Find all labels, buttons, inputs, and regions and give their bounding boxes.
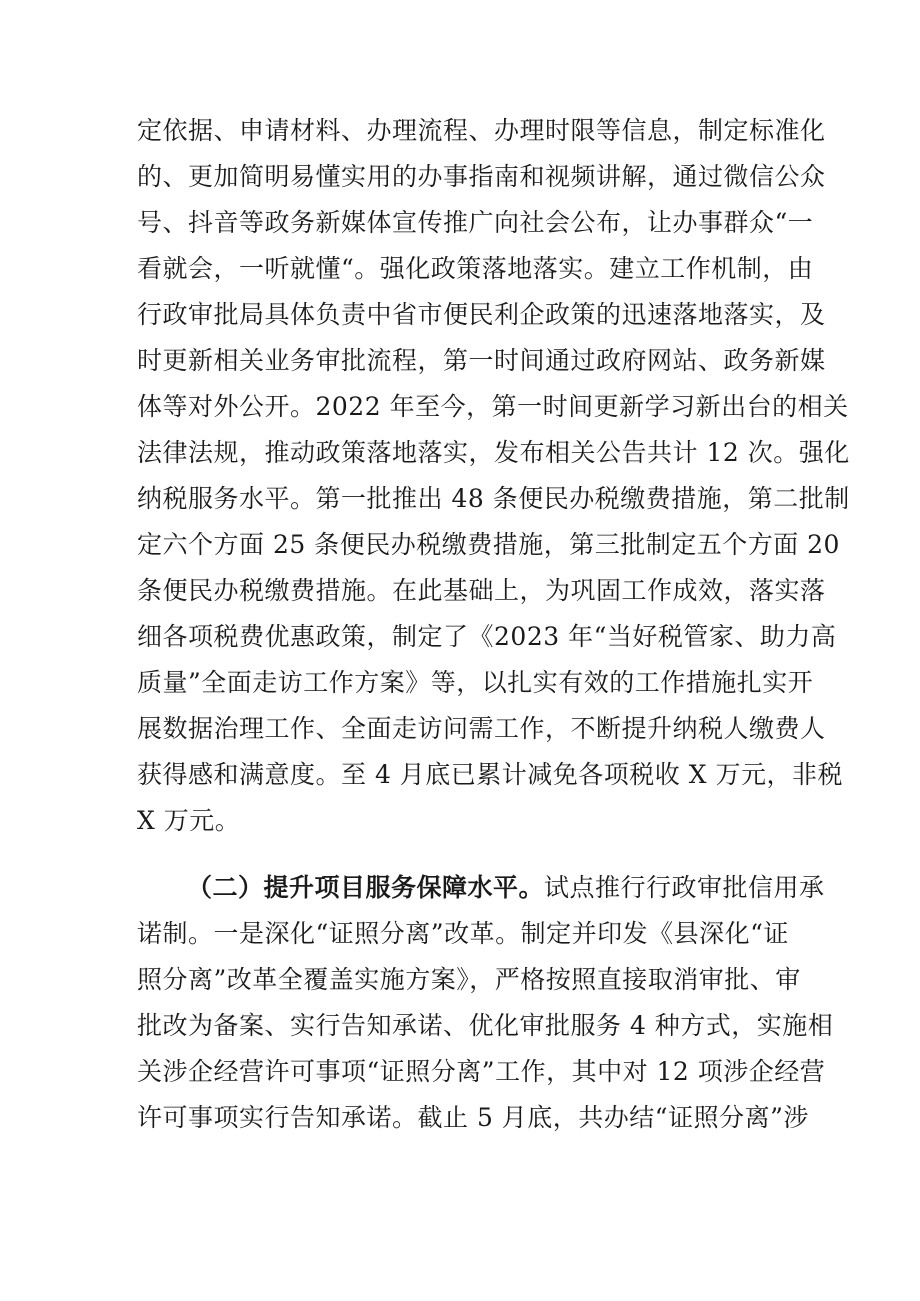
text-line: 许可事项实行告知承诺。截止 5 月底，共办结“证照分离”涉: [137, 1103, 809, 1132]
text-line: 质量”全面走访工作方案》等，以扎实有效的工作措施扎实开: [137, 668, 814, 697]
text-line: X 万元。: [137, 806, 241, 835]
text-line: 定六个方面 25 条便民办税缴费措施，第三批制定五个方面 20: [137, 530, 840, 559]
text-line: 关涉企经营许可事项“证照分离”工作，其中对 12 项涉企经营: [137, 1057, 826, 1086]
text-line: 获得感和满意度。至 4 月底已累计减免各项税收 X 万元，非税: [137, 760, 843, 789]
text-line: 的、更加简明易懂实用的办事指南和视频讲解，通过微信公众: [137, 162, 826, 191]
text-line: 体等对外公开。2022 年至今，第一时间更新学习新出台的相关: [137, 392, 849, 421]
text-line: 条便民办税缴费措施。在此基础上，为巩固工作成效，落实落: [137, 576, 826, 605]
text-line: 看就会，一听就懂“。强化政策落地落实。建立工作机制，由: [137, 254, 814, 283]
text-line: 批改为备案、实行告知承诺、优化审批服务 4 种方式，实施相: [137, 1011, 834, 1040]
heading-line-text: 试点推行行政审批信用承: [544, 873, 825, 902]
paragraph-first-line: [187, 870, 825, 906]
section-heading: （二）提升项目服务保障水平。: [187, 873, 545, 902]
text-line: 行政审批局具体负责中省市便民利企政策的迅速落地落实，及: [137, 300, 826, 329]
text-line: 定依据、申请材料、办理流程、办理时限等信息，制定标准化: [137, 116, 826, 145]
text-line: 展数据治理工作、全面走访问需工作，不断提升纳税人缴费人: [137, 714, 826, 743]
text-line: 细各项税费优惠政策，制定了《2023 年“当好税管家、助力高: [137, 622, 837, 651]
text-line: 时更新相关业务审批流程，第一时间通过政府网站、政务新媒: [137, 346, 826, 375]
text-line: 法律法规，推动政策落地落实，发布相关公告共计 12 次。强化: [137, 438, 850, 467]
text-line: 纳税服务水平。第一批推出 48 条便民办税缴费措施，第二批制: [137, 484, 850, 513]
text-line: 号、抖音等政务新媒体宣传推广向社会公布，让办事群众“一: [137, 208, 814, 237]
text-line: 诺制。一是深化“证照分离”改革。制定并印发《县深化“证: [137, 919, 789, 948]
text-line: 照分离”改革全覆盖实施方案》，严格按照直接取消审批、审: [137, 965, 801, 994]
